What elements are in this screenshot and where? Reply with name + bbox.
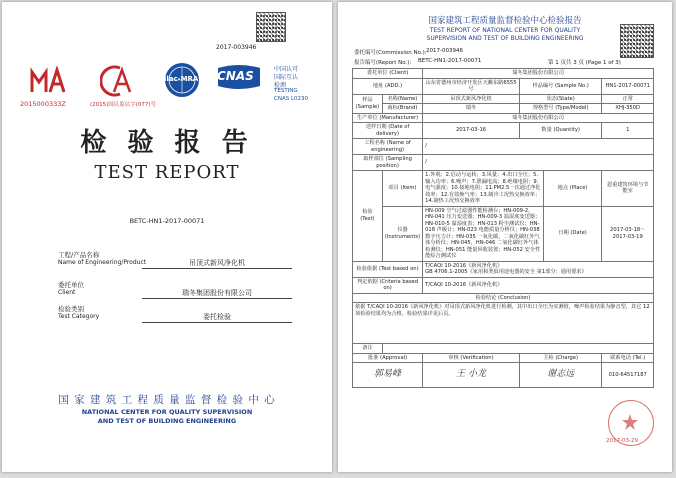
report-detail-page bbox=[338, 2, 672, 472]
items-value: 1.外观；2.启动与运转；3.风量；4.出口全压；5.输入功率；6.噪声；7.泄漏电流；8.绝缘电阻；9.电气强度；10.接地电阻；11.PM2.5一次通过净化效率；12.有效换气率；13.制冷工况热交换效率；14.制热工况热交换效率 bbox=[423, 171, 544, 207]
name-value: 吊顶式新风净化机 bbox=[423, 94, 520, 104]
charge-label: 主检 (Charge) bbox=[519, 353, 602, 363]
cnas-desc-4: TESTING bbox=[274, 88, 298, 94]
approval-signature bbox=[353, 363, 423, 388]
report-label: 报告编号(Report No.): bbox=[354, 60, 412, 66]
test-based-label: 检验依据 (Test based on) bbox=[353, 261, 423, 277]
ilac-mra-label: ilac-MRA bbox=[164, 75, 199, 83]
client-label-en: Client bbox=[58, 289, 76, 296]
org-name-cn: 国 家 建 筑 工 程 质 量 监 督 检 验 中 心 bbox=[58, 394, 276, 406]
verification-sign: 王 小龙 bbox=[456, 369, 486, 380]
address-label: 地址 (ADD.) bbox=[353, 78, 423, 94]
detail-org-en-2: SUPERVISION AND TEST OF BUILDING ENGINEERING bbox=[426, 35, 584, 42]
charge-sign: 谢志远 bbox=[547, 369, 575, 380]
position-value: / bbox=[423, 155, 654, 171]
category-label-en: Test Category bbox=[58, 313, 100, 320]
delivery-label: 送样日期 (Date of delivery) bbox=[353, 123, 423, 139]
manufacturer-value: 瑞冬集团股份有限公司 bbox=[423, 113, 654, 123]
instruments-label: 仪器 (Instruments) bbox=[382, 206, 422, 261]
approval-label: 批准 (Approval) bbox=[353, 353, 423, 363]
state-label: 状态(State) bbox=[519, 94, 602, 104]
quantity-value: 1 bbox=[602, 123, 654, 139]
date-label: 日期 (Date) bbox=[543, 206, 602, 261]
report-table bbox=[352, 68, 654, 388]
engineering-label: 工程名称 (Name of engineering) bbox=[353, 139, 423, 155]
remarks-value bbox=[382, 344, 653, 354]
approval-sign: 郭易峰 bbox=[374, 369, 402, 380]
verification-label: 审核 (Verification) bbox=[423, 353, 520, 363]
report-cover-page bbox=[2, 2, 332, 472]
detail-org-cn: 国家建筑工程质量监督检验中心检验报告 bbox=[428, 16, 582, 26]
stamp-date: 2017-03-29 bbox=[606, 438, 638, 444]
tel-label: 联系电话 (Tel.) bbox=[602, 353, 654, 363]
test-based-standard-1: T/CAQI 10-2016《新风净化机》 bbox=[425, 262, 503, 269]
cnas-desc-1: 中国认可 bbox=[274, 66, 299, 73]
client-value: 瑞冬集团股份有限公司 bbox=[142, 288, 292, 299]
product-value: 吊顶式新风净化机 bbox=[142, 258, 292, 269]
instruments-value: HN-009 空气过滤器性能检测台；HN-009-2，HN-041 压力变送器；HN-009-3 温湿度变送器；HN-010-5 温湿度表；HN-013 粉尘测试仪；HN-018 声级计；HN-023 电能质量分析仪；HN-038 数字压力计；HN-035 一氧化碳、二氧化碳红外气体分析仪；HN-045，HN-046 二氧化碳红外气体检测仪；HN-051 能量回收装置；HN-052 安全性能综合测试仪 bbox=[423, 206, 544, 261]
test-based-value bbox=[423, 261, 654, 277]
report-title-cn: 检 验 报 告 bbox=[80, 128, 254, 158]
report-number-top: 2017-003946 bbox=[216, 44, 257, 51]
report-number: BETC-HN1-2017-00071 bbox=[418, 58, 482, 64]
client-label-cn: 委托单位 bbox=[58, 281, 84, 289]
address-value: 山东省德州市经济开发区天衢东路6555号 bbox=[423, 78, 520, 94]
state-value: 正常 bbox=[602, 94, 654, 104]
page-info: 第 1 页共 3 页 (Page 1 of 3) bbox=[548, 60, 621, 66]
place-value: 恩重建筑环境与节能室 bbox=[602, 171, 654, 207]
manufacturer-label: 生产单位 (Manufacturer) bbox=[353, 113, 423, 123]
quantity-label: 数量 (Quantity) bbox=[519, 123, 602, 139]
test-based-standard-2: GB 4706.1-2005《家用和类似用途电器的安全 第1部分：通用要求》 bbox=[425, 269, 587, 275]
position-label: 取样部位 (Sampling position) bbox=[353, 155, 423, 171]
cal-logo-icon bbox=[100, 64, 136, 98]
sample-label: 样品 (Sample) bbox=[353, 94, 383, 113]
items-label: 项目 (Item) bbox=[382, 171, 422, 207]
test-label: 检验 (Test) bbox=[353, 171, 383, 262]
delivery-value: 2017-03-16 bbox=[423, 123, 520, 139]
brand-label: 商标(Brand) bbox=[382, 104, 422, 114]
cnas-desc-2: 国际互认 bbox=[274, 74, 299, 81]
conclusion-label: 检验结论 (Conclusion) bbox=[353, 293, 654, 303]
cnas-desc-3: 检测 bbox=[274, 82, 287, 89]
org-name-en-1: NATIONAL CENTER FOR QUALITY SUPERVISION bbox=[81, 408, 253, 416]
place-label: 地点 (Place) bbox=[543, 171, 602, 207]
cma-logo-icon bbox=[30, 66, 66, 96]
category-label-cn: 检验类别 bbox=[58, 305, 84, 313]
verification-signature bbox=[423, 363, 520, 388]
sample-no-value: HN1-2017-00071 bbox=[602, 78, 654, 94]
cnas-label: CNAS bbox=[217, 69, 254, 83]
client-value: 瑞冬集团股份有限公司 bbox=[423, 69, 654, 79]
charge-signature bbox=[519, 363, 602, 388]
criteria-label: 判定依据 (Criteria based on) bbox=[353, 277, 423, 293]
tel-value: 010-64517187 bbox=[602, 363, 654, 388]
product-label-cn: 工程/产品名称 bbox=[58, 251, 100, 259]
model-value: XHJ-350D bbox=[602, 104, 654, 114]
brand-value: 瑞冬 bbox=[423, 104, 520, 114]
report-title-en: TEST REPORT bbox=[94, 162, 240, 183]
sample-no-label: 样品编号 (Sample No.) bbox=[519, 78, 602, 94]
name-label: 名称(Name) bbox=[382, 94, 422, 104]
engineering-value: / bbox=[423, 139, 654, 155]
detail-org-en-1: TEST REPORT OF NATIONAL CENTER FOR QUALITY bbox=[429, 27, 581, 34]
model-label: 规格型号 (Type/Model) bbox=[519, 104, 602, 114]
criteria-value: T/CAQI 10-2016《新风净化机》 bbox=[423, 277, 654, 293]
doc-code: BETC-HN1-2017-00071 bbox=[129, 217, 205, 225]
remarks-label: 备注 bbox=[353, 344, 383, 354]
commission-label: 委托编号(Commission No.): bbox=[354, 50, 427, 56]
category-value: 委托检验 bbox=[142, 312, 292, 323]
cma-number: 2015000333Z bbox=[20, 100, 66, 108]
client-label: 委托单位 (Client) bbox=[353, 69, 423, 79]
qr-code-icon bbox=[256, 12, 286, 42]
org-name-en-2: AND TEST OF BUILDING ENGINEERING bbox=[97, 417, 237, 425]
cal-number: (2015)国认监认字(077)号 bbox=[90, 102, 157, 108]
conclusion-value: 依据 T/CAQI 10-2016《新风净化机》对吊顶式新风净化机进行检测，其中出口全压为实测值，噪声检验结果为静音型，其它 12 项检验结果均为合格。检验结果详见后页。 bbox=[353, 303, 654, 344]
date-value: 2017-03-18～2017-03-19 bbox=[602, 206, 654, 261]
cnas-desc-5: CNAS L0230 bbox=[274, 96, 309, 102]
product-label-en: Name of Engineering/Product bbox=[58, 259, 147, 266]
commission-number: 2017-003946 bbox=[426, 48, 463, 54]
